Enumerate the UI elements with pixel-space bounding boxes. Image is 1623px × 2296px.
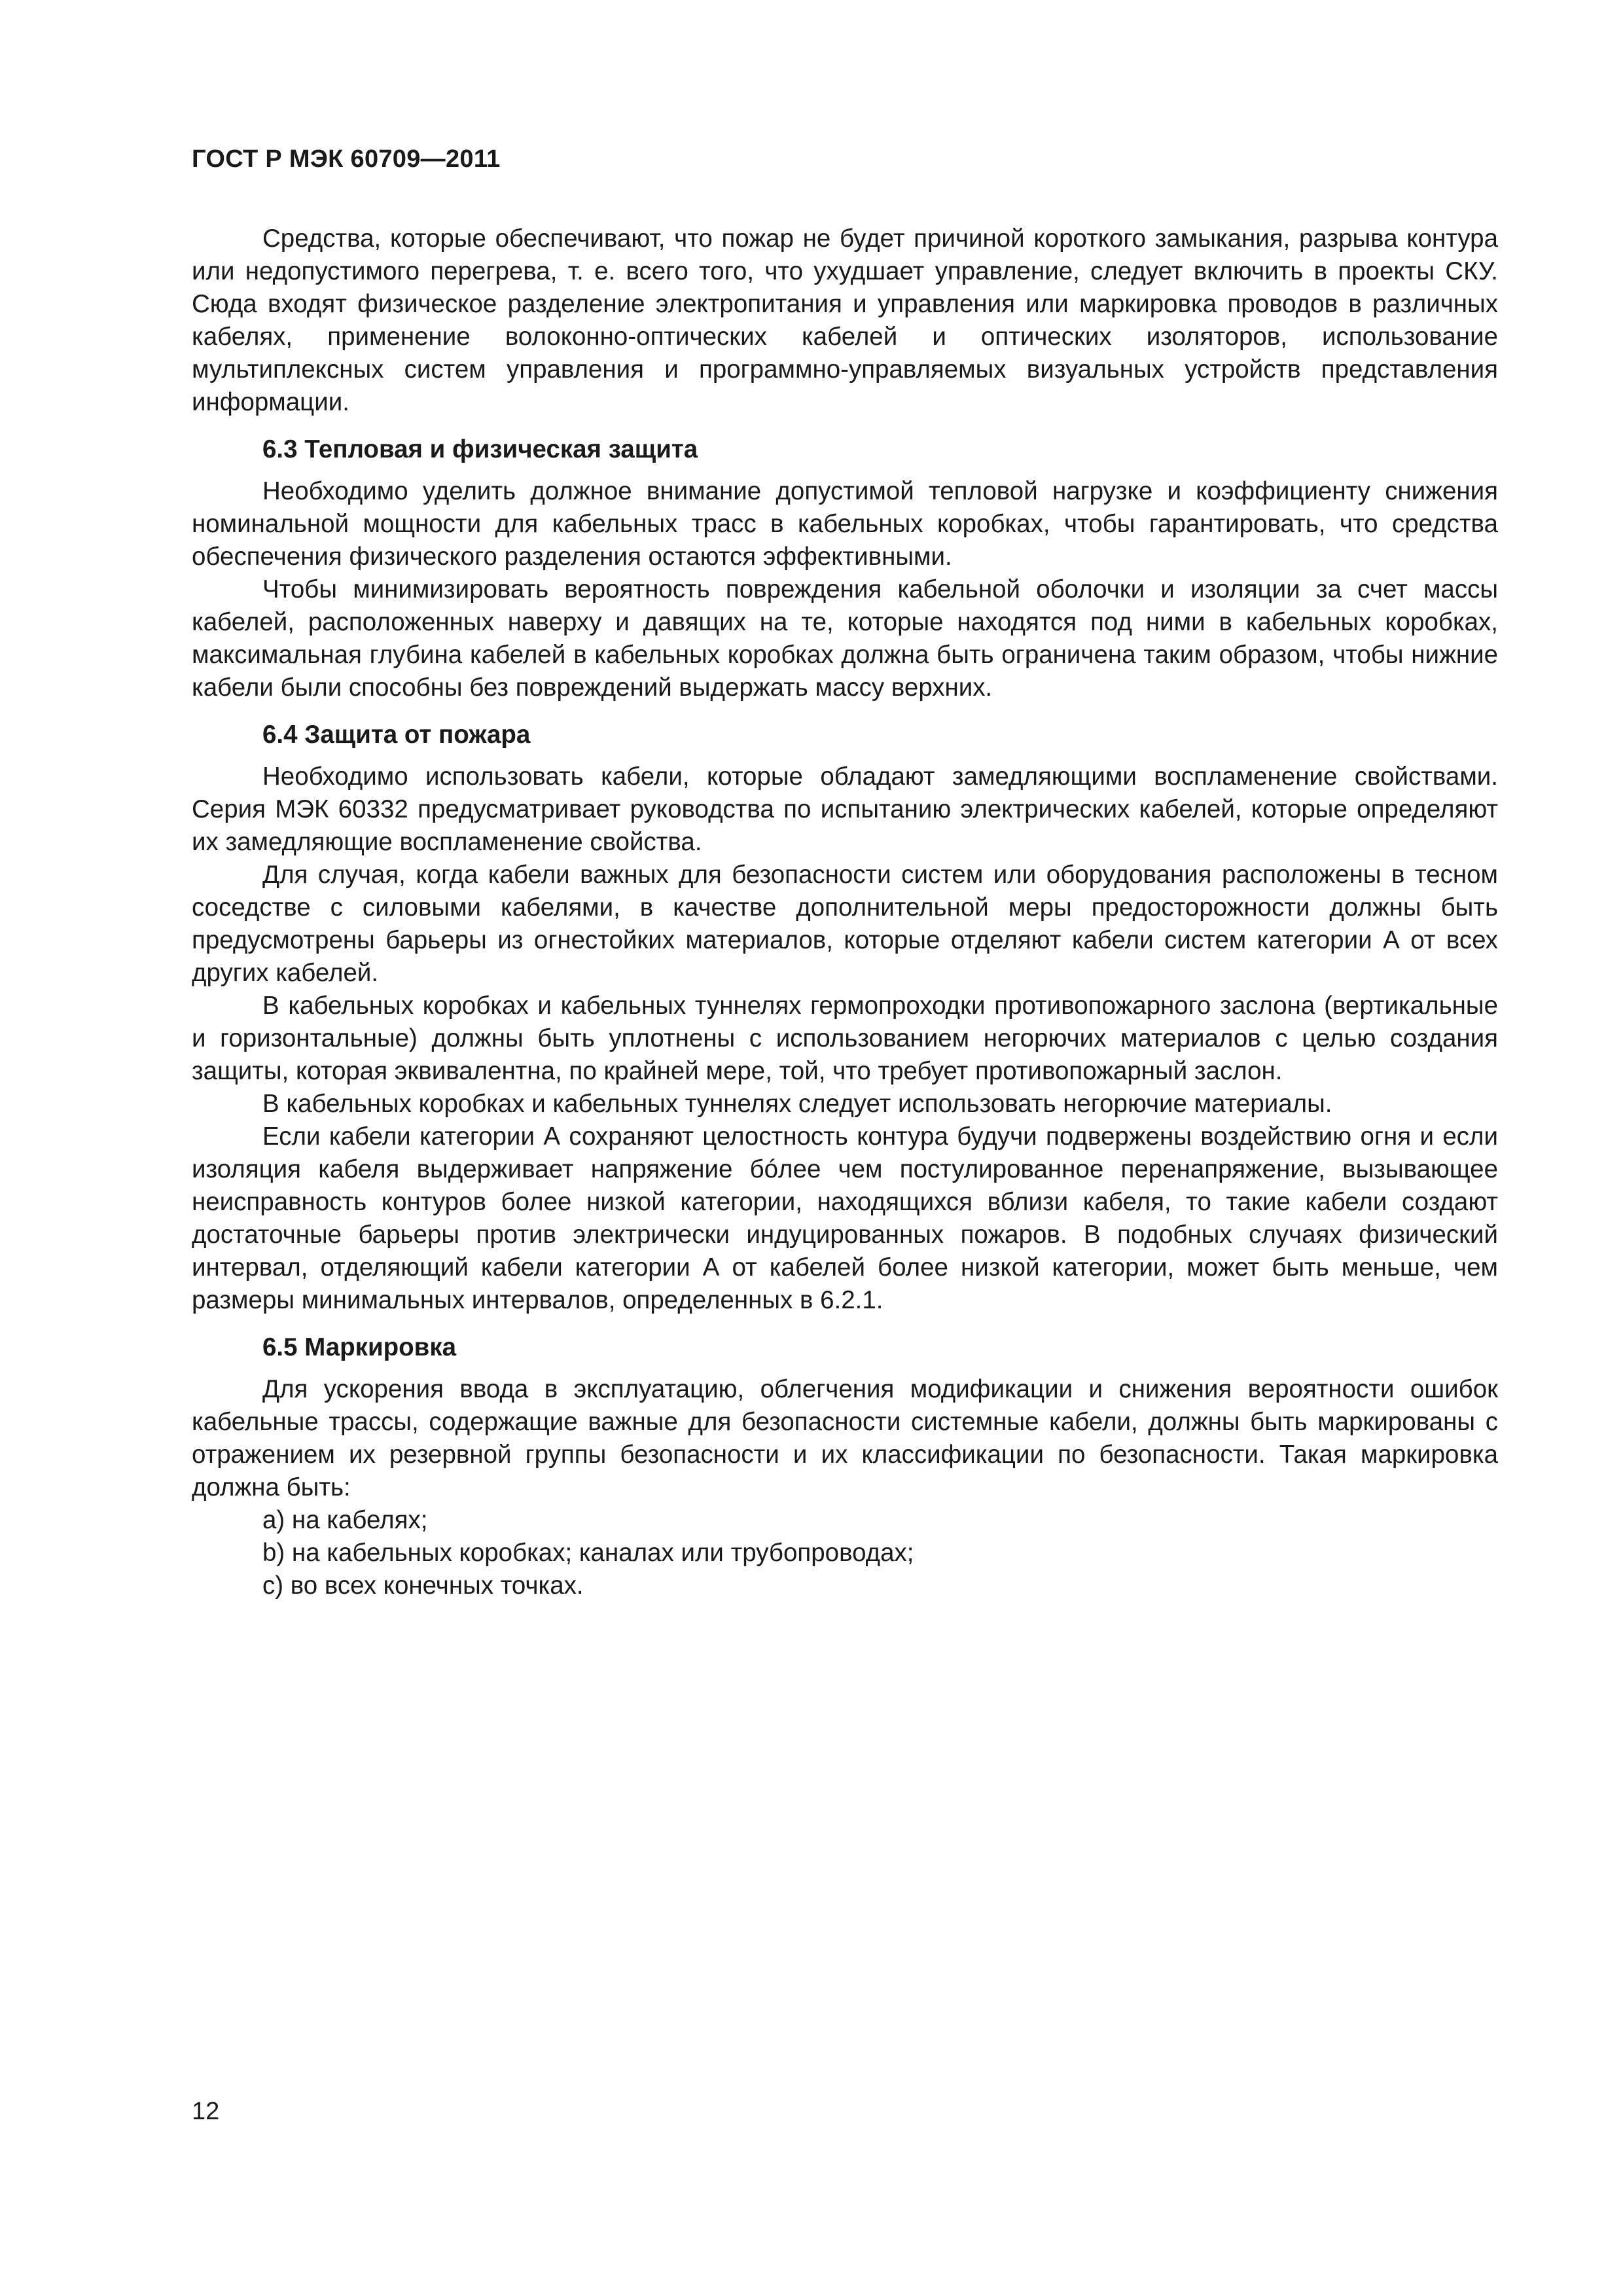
intro-paragraph: Средства, которые обеспечивают, что пожар не будет причиной короткого замыкания, разрыва контура или недопустимого перегрева, т. е. всего того, что ухудшает управление, следует включить в проекты СКУ. Сюда входят физическое разделение электропитания и управления или маркировка проводов в различных кабелях, применение волоконно-оптических кабелей и оптических изоляторов, использование мультиплексных систем управления и программно-управляемых визуальных устройств представления информации. (192, 224, 1498, 416)
list-item: c) во всех конечных точках. (262, 1571, 584, 1600)
section-6-4-paragraph: В кабельных коробках и кабельных туннелях следует использовать негорючие материалы. (262, 1090, 1332, 1118)
marking-list (192, 1504, 1498, 1602)
section-6-5-heading: 6.5 Маркировка (262, 1333, 457, 1361)
document-body (192, 223, 1498, 1602)
section-6-3-heading: 6.3 Тепловая и физическая защита (262, 435, 698, 463)
section-6-4-paragraph: Если кабели категории А сохраняют целостность контура будучи подвержены воздействию огня и если изоляция кабеля выдерживает напряжение бóлее чем постулированное перенапряжение, вызывающее неисправность контуров более низкой категории, находящихся вблизи кабеля, то такие кабели создают достаточные барьеры против электрически индуцированных пожаров. В подобных случаях физический интервал, отделяющий кабели категории А от кабелей более низкой категории, может быть меньше, чем размеры минимальных интервалов, определенных в 6.2.1. (192, 1122, 1498, 1314)
section-6-4-heading: 6.4 Защита от пожара (262, 721, 531, 749)
list-item: a) на кабелях; (262, 1506, 428, 1534)
list-item: b) на кабельных коробках; каналах или трубопроводах; (262, 1539, 914, 1567)
section-6-4-paragraph: В кабельных коробках и кабельных туннелях гермопроходки противопожарного заслона (вертикальные и горизонтальные) должны быть уплотнены с использованием негорючих материалов с целью создания защиты, которая эквивалентна, по крайней мере, той, что требует противопожарный заслон. (192, 992, 1498, 1085)
section-6-3-paragraph: Необходимо уделить должное внимание допустимой тепловой нагрузке и коэффициенту снижения номинальной мощности для кабельных трасс в кабельных коробках, чтобы гарантировать, что средства обеспечения физического разделения остаются эффективными. (192, 477, 1498, 571)
section-6-4-paragraph: Для случая, когда кабели важных для безопасности систем или оборудования расположены в тесном соседстве с силовыми кабелями, в качестве дополнительной меры предосторожности должны быть предусмотрены барьеры из огнестойких материалов, которые отделяют кабели систем категории А от всех других кабелей. (192, 861, 1498, 987)
section-6-4-paragraph: Необходимо использовать кабели, которые обладают замедляющими воспламенение свойствами. Серия МЭК 60332 предусматривает руководства по испытанию электрических кабелей, которые определяют их замедляющие воспламенение свойства. (192, 762, 1498, 856)
section-6-5-paragraph: Для ускорения ввода в эксплуатацию, облегчения модификации и снижения вероятности ошибок кабельные трассы, содержащие важные для безопасности системные кабели, должны быть маркированы с отражением их резервной группы безопасности и их классификации по безопасности. Такая маркировка должна быть: (192, 1375, 1498, 1501)
page-number: 12 (192, 2098, 220, 2125)
document-header: ГОСТ Р МЭК 60709—2011 (192, 145, 501, 173)
section-6-3-paragraph: Чтобы минимизировать вероятность повреждения кабельной оболочки и изоляции за счет массы кабелей, расположенных наверху и давящих на те, которые находятся под ними в кабельных коробках, максимальная глубина кабелей в кабельных коробках должна быть ограничена таким образом, чтобы нижние кабели были способны без повреждений выдержать массу верхних. (192, 575, 1498, 702)
